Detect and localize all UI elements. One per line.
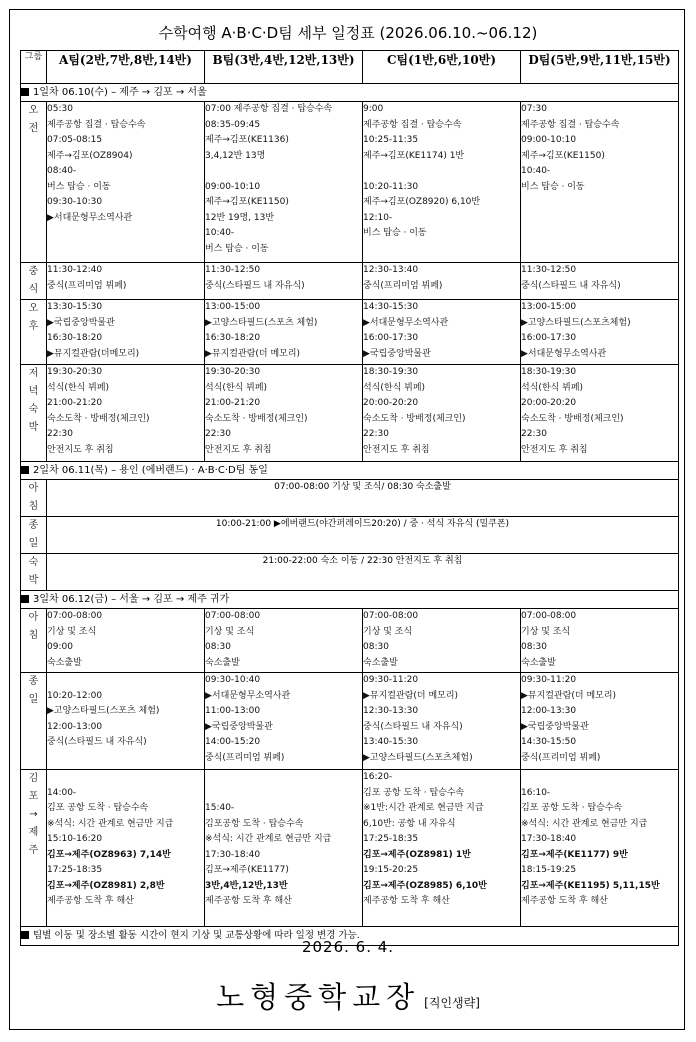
schedule-line: ▶서대문형무소역사관 — [521, 348, 607, 359]
schedule-line: ▶고양스타필드(스포츠체험) — [363, 752, 473, 763]
schedule-line — [521, 910, 678, 926]
schedule-line: 21:00-21:20 — [205, 398, 261, 408]
schedule-line: 김포→제주(OZ8981) 1반 — [363, 849, 471, 860]
schedule-line: 숙소도착 · 방배정(체크인) — [521, 413, 624, 424]
schedule-line: ※석식: 시간 관계로 현금만 지급 — [205, 834, 332, 844]
schedule-line: 11:00-13:00 — [205, 706, 261, 716]
schedule-line: 10:20-11:30 — [363, 181, 419, 192]
schedule-line — [521, 226, 678, 242]
schedule-row — [21, 263, 679, 300]
schedule-line: 12:00-13:30 — [521, 706, 577, 716]
schedule-line: 09:00 — [47, 642, 73, 652]
shared-schedule-cell: 21:00-22:00 숙소 이동 / 22:30 안전지도 후 취침 — [47, 554, 679, 591]
day2-section-cell — [21, 462, 679, 480]
schedule-line: 제주공항 집결 · 탑승수속 — [521, 119, 620, 130]
schedule-line: 10:40- — [205, 228, 235, 238]
row-label-text: 오후 — [28, 303, 39, 332]
day1-section-cell — [21, 84, 679, 102]
bullet-square — [21, 88, 29, 96]
schedule-row — [21, 673, 679, 770]
schedule-cell — [521, 770, 679, 927]
schedule-line: ▶서대문형무소역사관 — [205, 690, 291, 701]
row-label-text: 오전 — [28, 105, 39, 134]
schedule-row — [21, 102, 679, 263]
schedule-line: 11:30-12:50 — [521, 265, 577, 275]
schedule-cell — [47, 365, 205, 462]
schedule-line: 중식(프리미엄 뷔페) — [205, 752, 285, 763]
schedule-cell — [205, 673, 363, 770]
schedule-line: 05:30 — [47, 104, 73, 114]
row-label — [21, 480, 47, 517]
schedule-line: 버스 탑승 · 이동 — [47, 181, 111, 192]
schedule-line: 3반,4반,12반,13반 — [205, 880, 288, 891]
schedule-line: 07:30 — [521, 104, 547, 114]
row-label — [21, 609, 47, 673]
row-label — [21, 770, 47, 927]
schedule-line: 16:30-18:20 — [47, 333, 103, 343]
schedule-line: 안전지도 후 취침 — [363, 444, 430, 455]
schedule-line: 08:30 — [363, 642, 389, 652]
schedule-line: 12:10- — [363, 212, 393, 223]
schedule-line: ▶뮤지컬관람(더 메모리) — [521, 690, 617, 701]
header-row — [21, 51, 679, 84]
schedule-line: 22:30 — [521, 429, 547, 439]
schedule-line: 07:00-08:00 — [363, 611, 419, 621]
schedule-line — [205, 910, 362, 926]
schedule-line: 16:10- — [521, 787, 551, 798]
schedule-line: 20:00-20:20 — [363, 398, 419, 408]
schedule-line — [47, 242, 204, 258]
day2-section-text: 2일차 06.11(목) – 용인 (에버랜드) · A·B·C·D팀 동일 — [33, 465, 268, 476]
schedule-line: 김포→제주(KE1177) — [205, 865, 289, 875]
row-label-text: 종일 — [28, 520, 39, 549]
schedule-line: ▶뮤지컬관람(더메모리) — [47, 348, 140, 359]
row-label-text: 종일 — [28, 676, 39, 705]
schedule-line: ▶서대문형무소역사관 — [47, 212, 133, 223]
schedule-line: 15:10-16:20 — [47, 834, 103, 844]
schedule-line: 제주공항 도착 후 해산 — [205, 896, 292, 906]
schedule-line — [363, 164, 520, 180]
schedule-line: 김포→제주(KE1177) 9반 — [521, 849, 628, 860]
row-label — [21, 263, 47, 300]
schedule-line: 12:00-13:00 — [47, 721, 103, 732]
schedule-cell — [205, 770, 363, 927]
schedule-line: 김포→제주(KE1195) 5,11,15반 — [521, 880, 660, 891]
schedule-line: 기상 및 조식 — [363, 626, 413, 637]
schedule-line — [363, 242, 520, 258]
team-header: C팀(1반,6반,10반) — [363, 51, 521, 84]
schedule-line: 22:30 — [363, 429, 389, 439]
bullet-square — [21, 466, 29, 474]
schedule-line — [47, 226, 204, 242]
schedule-line: 15:40- — [205, 803, 235, 813]
schedule-row — [21, 770, 679, 927]
schedule-line: 안전지도 후 취침 — [521, 444, 588, 455]
schedule-line: ▶국립중앙박물관 — [521, 721, 589, 732]
issue-date: 2026. 6. 4. — [301, 938, 395, 956]
schedule-line: ▶국립중앙박물관 — [47, 317, 115, 328]
schedule-line: 숙소출발 — [205, 657, 240, 668]
schedule-line: ▶고양스타필드(스포츠체험) — [521, 317, 631, 328]
schedule-line: 김포→제주(OZ8981) 2,8반 — [47, 880, 165, 891]
schedule-line: 중식(프리미엄 뷔페) — [47, 280, 127, 291]
schedule-line: 숙소출발 — [47, 657, 82, 668]
schedule-line: 08:35-09:45 — [205, 119, 261, 130]
schedule-line: 비스 탑승 · 이동 — [363, 228, 427, 238]
schedule-line: 안전지도 후 취침 — [47, 444, 114, 455]
row-label — [21, 102, 47, 263]
schedule-line: 18:15-19:25 — [521, 865, 577, 875]
schedule-line: 09:00-10:10 — [521, 135, 577, 145]
day1-section-text: 1일차 06.10(수) – 제주 → 김포 → 서울 — [33, 87, 207, 98]
schedule-line: 중식(프리미엄 뷔페) — [521, 752, 601, 763]
schedule-line: 12:30-13:30 — [363, 706, 419, 716]
schedule-cell — [363, 609, 521, 673]
schedule-cell — [47, 300, 205, 365]
schedule-line: 19:30-20:30 — [47, 367, 103, 377]
schedule-row — [21, 554, 679, 591]
signature — [0, 975, 696, 1016]
schedule-line: 김포 공항 도착 · 탑승수속 — [521, 803, 623, 813]
schedule-line: 석식(한식 뷔페) — [205, 382, 268, 393]
schedule-line: 제주공항 도착 후 해산 — [363, 896, 450, 906]
schedule-cell — [521, 673, 679, 770]
schedule-line: 12반 19명, 13반 — [205, 212, 275, 223]
schedule-line: 19:30-20:30 — [205, 367, 261, 377]
schedule-line: 제주→김포(KE1150) — [205, 197, 289, 207]
schedule-cell — [363, 102, 521, 263]
team-header: D팀(5반,9반,11반,15반) — [521, 51, 679, 84]
schedule-line: 기상 및 조식 — [521, 626, 571, 637]
schedule-line: 제주→김포(OZ8920) 6,10반 — [363, 197, 481, 207]
schedule-line: 김포공항 도착 · 탑승수속 — [205, 818, 304, 829]
schedule-line: 중식(스타필드 내 자유식) — [521, 280, 621, 291]
schedule-line: 6,10반: 공항 내 자유식 — [363, 818, 456, 829]
row-label-text: 아침 — [28, 483, 39, 512]
schedule-cell — [521, 609, 679, 673]
schedule-line — [47, 770, 204, 786]
schedule-line: 제주공항 집결 · 탑승수속 — [47, 119, 146, 130]
schedule-line: 김포 공항 도착 · 탑승수속 — [363, 787, 465, 798]
schedule-line: 07:00-08:00 — [521, 611, 577, 621]
schedule-line: 09:30-10:30 — [47, 197, 103, 207]
schedule-line: ※1반:시간 관계로 현금만 지급 — [363, 803, 484, 813]
schedule-line — [205, 770, 362, 786]
schedule-line: 11:30-12:50 — [205, 265, 261, 275]
row-label — [21, 365, 47, 462]
bullet-square — [21, 595, 29, 603]
schedule-line — [47, 910, 204, 926]
schedule-cell — [363, 365, 521, 462]
schedule-line: ※석식: 시간 관계로 현금만 지급 — [521, 818, 648, 829]
schedule-line: 16:30-18:20 — [205, 333, 261, 343]
schedule-line: 07:00-08:00 — [205, 611, 261, 621]
row-label — [21, 554, 47, 591]
schedule-line: 08:30 — [205, 642, 231, 652]
schedule-line: 기상 및 조식 — [205, 626, 255, 637]
schedule-line: 07:00 제주공항 집결 · 탑승수속 — [205, 104, 333, 114]
team-header: B팀(3반,4반,12반,13반) — [205, 51, 363, 84]
schedule-line: ▶뮤지컬관람(더 메모리) — [205, 348, 301, 359]
schedule-line: ▶국립중앙박물관 — [205, 721, 273, 732]
row-label-text: 김포→제주 — [28, 773, 39, 856]
schedule-line: 제주→김포(KE1174) 1반 — [363, 150, 465, 161]
schedule-line: 08:40- — [47, 166, 77, 176]
schedule-line: 비스 탑승 · 이동 — [521, 181, 585, 192]
schedule-line: 19:15-20:25 — [363, 865, 419, 875]
schedule-line: 13:30-15:30 — [47, 302, 103, 312]
schedule-cell — [47, 609, 205, 673]
schedule-line: 14:00- — [47, 787, 77, 798]
schedule-line: 09:30-11:20 — [363, 675, 419, 685]
schedule-cell — [363, 673, 521, 770]
team-header: A팀(2반,7반,8반,14반) — [47, 51, 205, 84]
schedule-line — [205, 786, 362, 802]
footnote-text: 팀별 이동 및 장소별 활동 시간이 현지 기상 및 교통상황에 따라 일정 변경 가능. — [33, 930, 360, 941]
schedule-line: ▶뮤지컬관람(더 메모리) — [363, 690, 459, 701]
schedule-line: 21:00-21:20 — [47, 398, 103, 408]
schedule-line: 10:40- — [521, 166, 551, 176]
schedule-line — [521, 211, 678, 227]
schedule-line: 13:00-15:00 — [205, 302, 261, 312]
schedule-row — [21, 517, 679, 554]
schedule-line: 13:40-15:30 — [363, 737, 419, 747]
schedule-line: 22:30 — [47, 429, 73, 439]
schedule-line: 기상 및 조식 — [47, 626, 97, 637]
schedule-line: 17:25-18:35 — [47, 865, 103, 875]
schedule-cell — [205, 609, 363, 673]
schedule-line: ▶고양스타필드(스포츠 체험) — [205, 317, 318, 328]
schedule-line: 제주공항 집결 · 탑승수속 — [363, 119, 462, 130]
schedule-line — [521, 195, 678, 211]
row-label-text: 중식 — [28, 266, 39, 295]
schedule-line: 16:00-17:30 — [363, 333, 419, 343]
seal-note: [직인생략] — [424, 996, 480, 1010]
schedule-line: 14:30-15:30 — [363, 302, 419, 312]
schedule-line: 숙소출발 — [363, 657, 398, 668]
schedule-line: 버스 탑승 · 이동 — [205, 243, 269, 254]
schedule-line — [47, 673, 204, 689]
schedule-line: 안전지도 후 취침 — [205, 444, 272, 455]
principal-name: 노형중학교장 — [216, 980, 421, 1014]
schedule-line: 석식(한식 뷔페) — [363, 382, 426, 393]
schedule-line: 16:00-17:30 — [521, 333, 577, 343]
schedule-line: ▶국립중앙박물관 — [363, 348, 431, 359]
schedule-line: 20:00-20:20 — [521, 398, 577, 408]
schedule-line: 중식(스타필드 내 자유식) — [363, 721, 463, 732]
schedule-line: 숙소도착 · 방배정(체크인) — [205, 413, 308, 424]
schedule-line: 16:20- — [363, 772, 393, 782]
schedule-line: 김포→제주(OZ8985) 6,10반 — [363, 880, 487, 891]
schedule-line — [521, 770, 678, 786]
schedule-line: 08:30 — [521, 642, 547, 652]
schedule-cell — [47, 263, 205, 300]
schedule-line: ※석식: 시간 관계로 현금만 지급 — [47, 818, 174, 829]
schedule-line: 중식(프리미엄 뷔페) — [363, 280, 443, 291]
row-label-text: 아침 — [28, 612, 39, 641]
schedule-line: 제주→김포(OZ8904) — [47, 150, 133, 161]
schedule-line: 숙소출발 — [521, 657, 556, 668]
row-label — [21, 300, 47, 365]
schedule-line: 14:30-15:50 — [521, 737, 577, 747]
schedule-line: 17:30-18:40 — [205, 849, 261, 860]
schedule-line: 석식(한식 뷔페) — [521, 382, 584, 393]
schedule-line: 제주공항 도착 후 해산 — [47, 896, 134, 906]
day3-section — [21, 591, 679, 609]
row-label — [21, 517, 47, 554]
schedule-cell — [521, 263, 679, 300]
shared-schedule-cell: 07:00-08:00 기상 및 조식/ 08:30 숙소출발 — [47, 480, 679, 517]
schedule-line: 숙소도착 · 방배정(체크인) — [47, 413, 150, 424]
schedule-line: 중식(스타필드 내 자유식) — [47, 737, 147, 747]
schedule-line: 18:30-19:30 — [363, 367, 419, 377]
schedule-line: 10:20-12:00 — [47, 690, 103, 701]
schedule-cell — [521, 102, 679, 263]
schedule-line: 10:25-11:35 — [363, 135, 419, 145]
schedule-line — [205, 164, 362, 180]
schedule-line: 18:30-19:30 — [521, 367, 577, 377]
schedule-row — [21, 365, 679, 462]
schedule-line: 22:30 — [205, 429, 231, 439]
schedule-line: ▶고양스타필드(스포츠 체험) — [47, 706, 160, 716]
schedule-line — [363, 910, 520, 926]
schedule-cell — [47, 102, 205, 263]
schedule-line: 김포→제주(OZ8963) 7,14반 — [47, 849, 171, 860]
schedule-line: 12:30-13:40 — [363, 265, 419, 275]
schedule-line: 3,4,12반 13명 — [205, 150, 266, 161]
schedule-row — [21, 300, 679, 365]
group-header: 그룹 — [21, 51, 47, 84]
schedule-cell — [521, 365, 679, 462]
schedule-line: 17:30-18:40 — [521, 834, 577, 844]
schedule-cell — [521, 300, 679, 365]
schedule-line: 17:25-18:35 — [363, 834, 419, 844]
schedule-cell — [205, 263, 363, 300]
row-label-text: 숙박 — [28, 557, 39, 586]
schedule-line: 07:00-08:00 — [47, 611, 103, 621]
row-label-text: 저녁숙박 — [28, 368, 39, 433]
schedule-line — [47, 751, 204, 767]
schedule-line: 제주→김포(KE1136) — [205, 135, 289, 145]
schedule-title: 수학여행 A·B·C·D팀 세부 일정표 (2026.06.10.~06.12) — [158, 24, 538, 42]
schedule-line: 14:00-15:20 — [205, 737, 261, 747]
day3-section-text: 3일차 06.12(금) – 서울 → 김포 → 제주 귀가 — [33, 594, 230, 605]
schedule-line: 11:30-12:40 — [47, 265, 103, 275]
schedule-line: 09:00-10:10 — [205, 181, 261, 192]
schedule-line: 석식(한식 뷔페) — [47, 382, 110, 393]
schedule-cell — [205, 102, 363, 263]
day2-section — [21, 462, 679, 480]
schedule-line: 중식(스타필드 내 자유식) — [205, 280, 305, 291]
schedule-table — [20, 50, 679, 946]
schedule-line: 09:30-11:20 — [521, 675, 577, 685]
schedule-cell — [47, 673, 205, 770]
schedule-line: ▶서대문형무소역사관 — [363, 317, 449, 328]
schedule-line: 9:00 — [363, 104, 384, 114]
schedule-line: 07:05-08:15 — [47, 135, 103, 145]
schedule-line: 09:30-10:40 — [205, 675, 261, 685]
day1-section — [21, 84, 679, 102]
schedule-line: 제주공항 도착 후 해산 — [521, 896, 608, 906]
schedule-line: 13:00-15:00 — [521, 302, 577, 312]
schedule-line: 김포 공항 도착 · 탑승수속 — [47, 803, 149, 813]
schedule-line: 숙소도착 · 방배정(체크인) — [363, 413, 466, 424]
day3-section-cell — [21, 591, 679, 609]
row-label — [21, 673, 47, 770]
schedule-row — [21, 609, 679, 673]
schedule-cell — [205, 365, 363, 462]
schedule-row — [21, 480, 679, 517]
schedule-cell — [363, 263, 521, 300]
schedule-cell — [363, 770, 521, 927]
schedule-line: 제주→김포(KE1150) — [521, 150, 605, 161]
schedule-cell — [363, 300, 521, 365]
shared-schedule-cell: 10:00-21:00 ▶에버랜드(야간퍼레이드20:20) / 중 · 석식 자유식 (밀쿠폰) — [47, 517, 679, 554]
schedule-cell — [47, 770, 205, 927]
schedule-cell — [205, 300, 363, 365]
schedule-line — [521, 242, 678, 258]
